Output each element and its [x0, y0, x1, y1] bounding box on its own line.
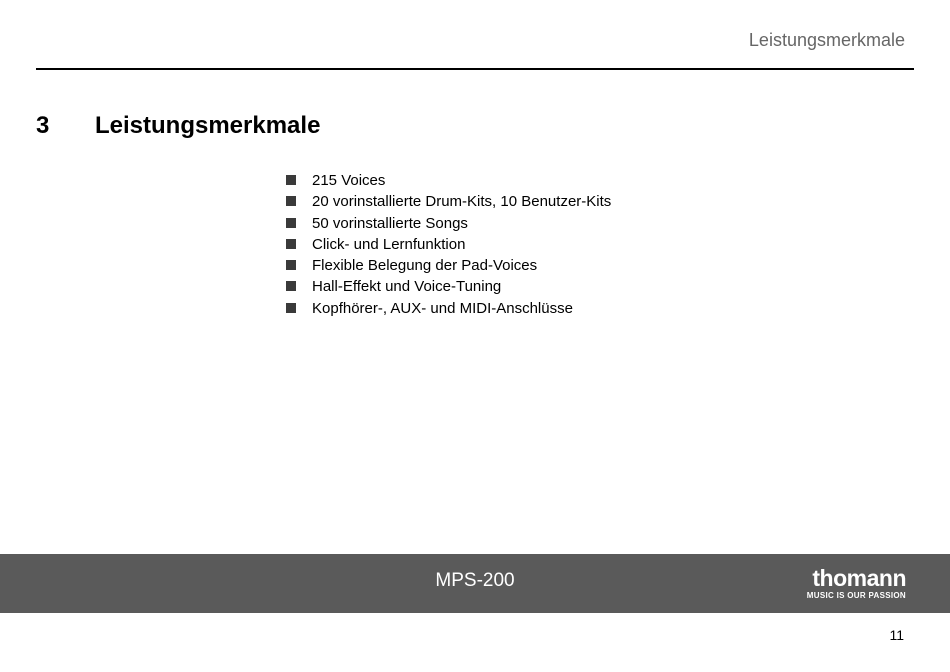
- list-item: [286, 255, 611, 276]
- section-number: 3: [36, 112, 50, 139]
- running-header-title: Leistungsmerkmale: [748, 30, 905, 50]
- model-name: MPS-200: [435, 570, 515, 591]
- feature-text: Flexible Belegung der Pad-Voices: [312, 257, 538, 275]
- header-divider: [36, 68, 914, 70]
- logo-tagline: MUSIC IS OUR PASSION: [806, 591, 906, 600]
- list-item: [286, 276, 611, 297]
- page-number: 11: [889, 627, 904, 643]
- feature-text: 215 Voices: [312, 172, 386, 189]
- feature-text: 20 vorinstallierte Drum-Kits, 10 Benutzer-Kits: [312, 193, 612, 211]
- square-bullet-icon: [286, 196, 296, 206]
- thomann-logo: [788, 566, 906, 601]
- square-bullet-icon: [286, 281, 296, 291]
- footer-band: [0, 554, 950, 613]
- square-bullet-icon: [286, 218, 296, 228]
- list-item: [286, 170, 611, 191]
- list-item: [286, 213, 611, 234]
- list-item: [286, 234, 611, 255]
- feature-list: [286, 170, 611, 319]
- logo-wordmark: thomann: [812, 565, 906, 591]
- list-item: [286, 191, 611, 212]
- square-bullet-icon: [286, 260, 296, 270]
- square-bullet-icon: [286, 239, 296, 249]
- section-heading: [36, 112, 320, 140]
- feature-text: 50 vorinstallierte Songs: [312, 214, 468, 232]
- square-bullet-icon: [286, 175, 296, 185]
- square-bullet-icon: [286, 303, 296, 313]
- feature-text: Hall-Effekt und Voice-Tuning: [312, 278, 502, 296]
- section-title: Leistungsmerkmale: [95, 112, 321, 139]
- feature-text: Click- und Lernfunktion: [312, 235, 466, 253]
- feature-text: Kopfhörer-, AUX- und MIDI-Anschlüsse: [312, 299, 573, 317]
- list-item: [286, 298, 611, 319]
